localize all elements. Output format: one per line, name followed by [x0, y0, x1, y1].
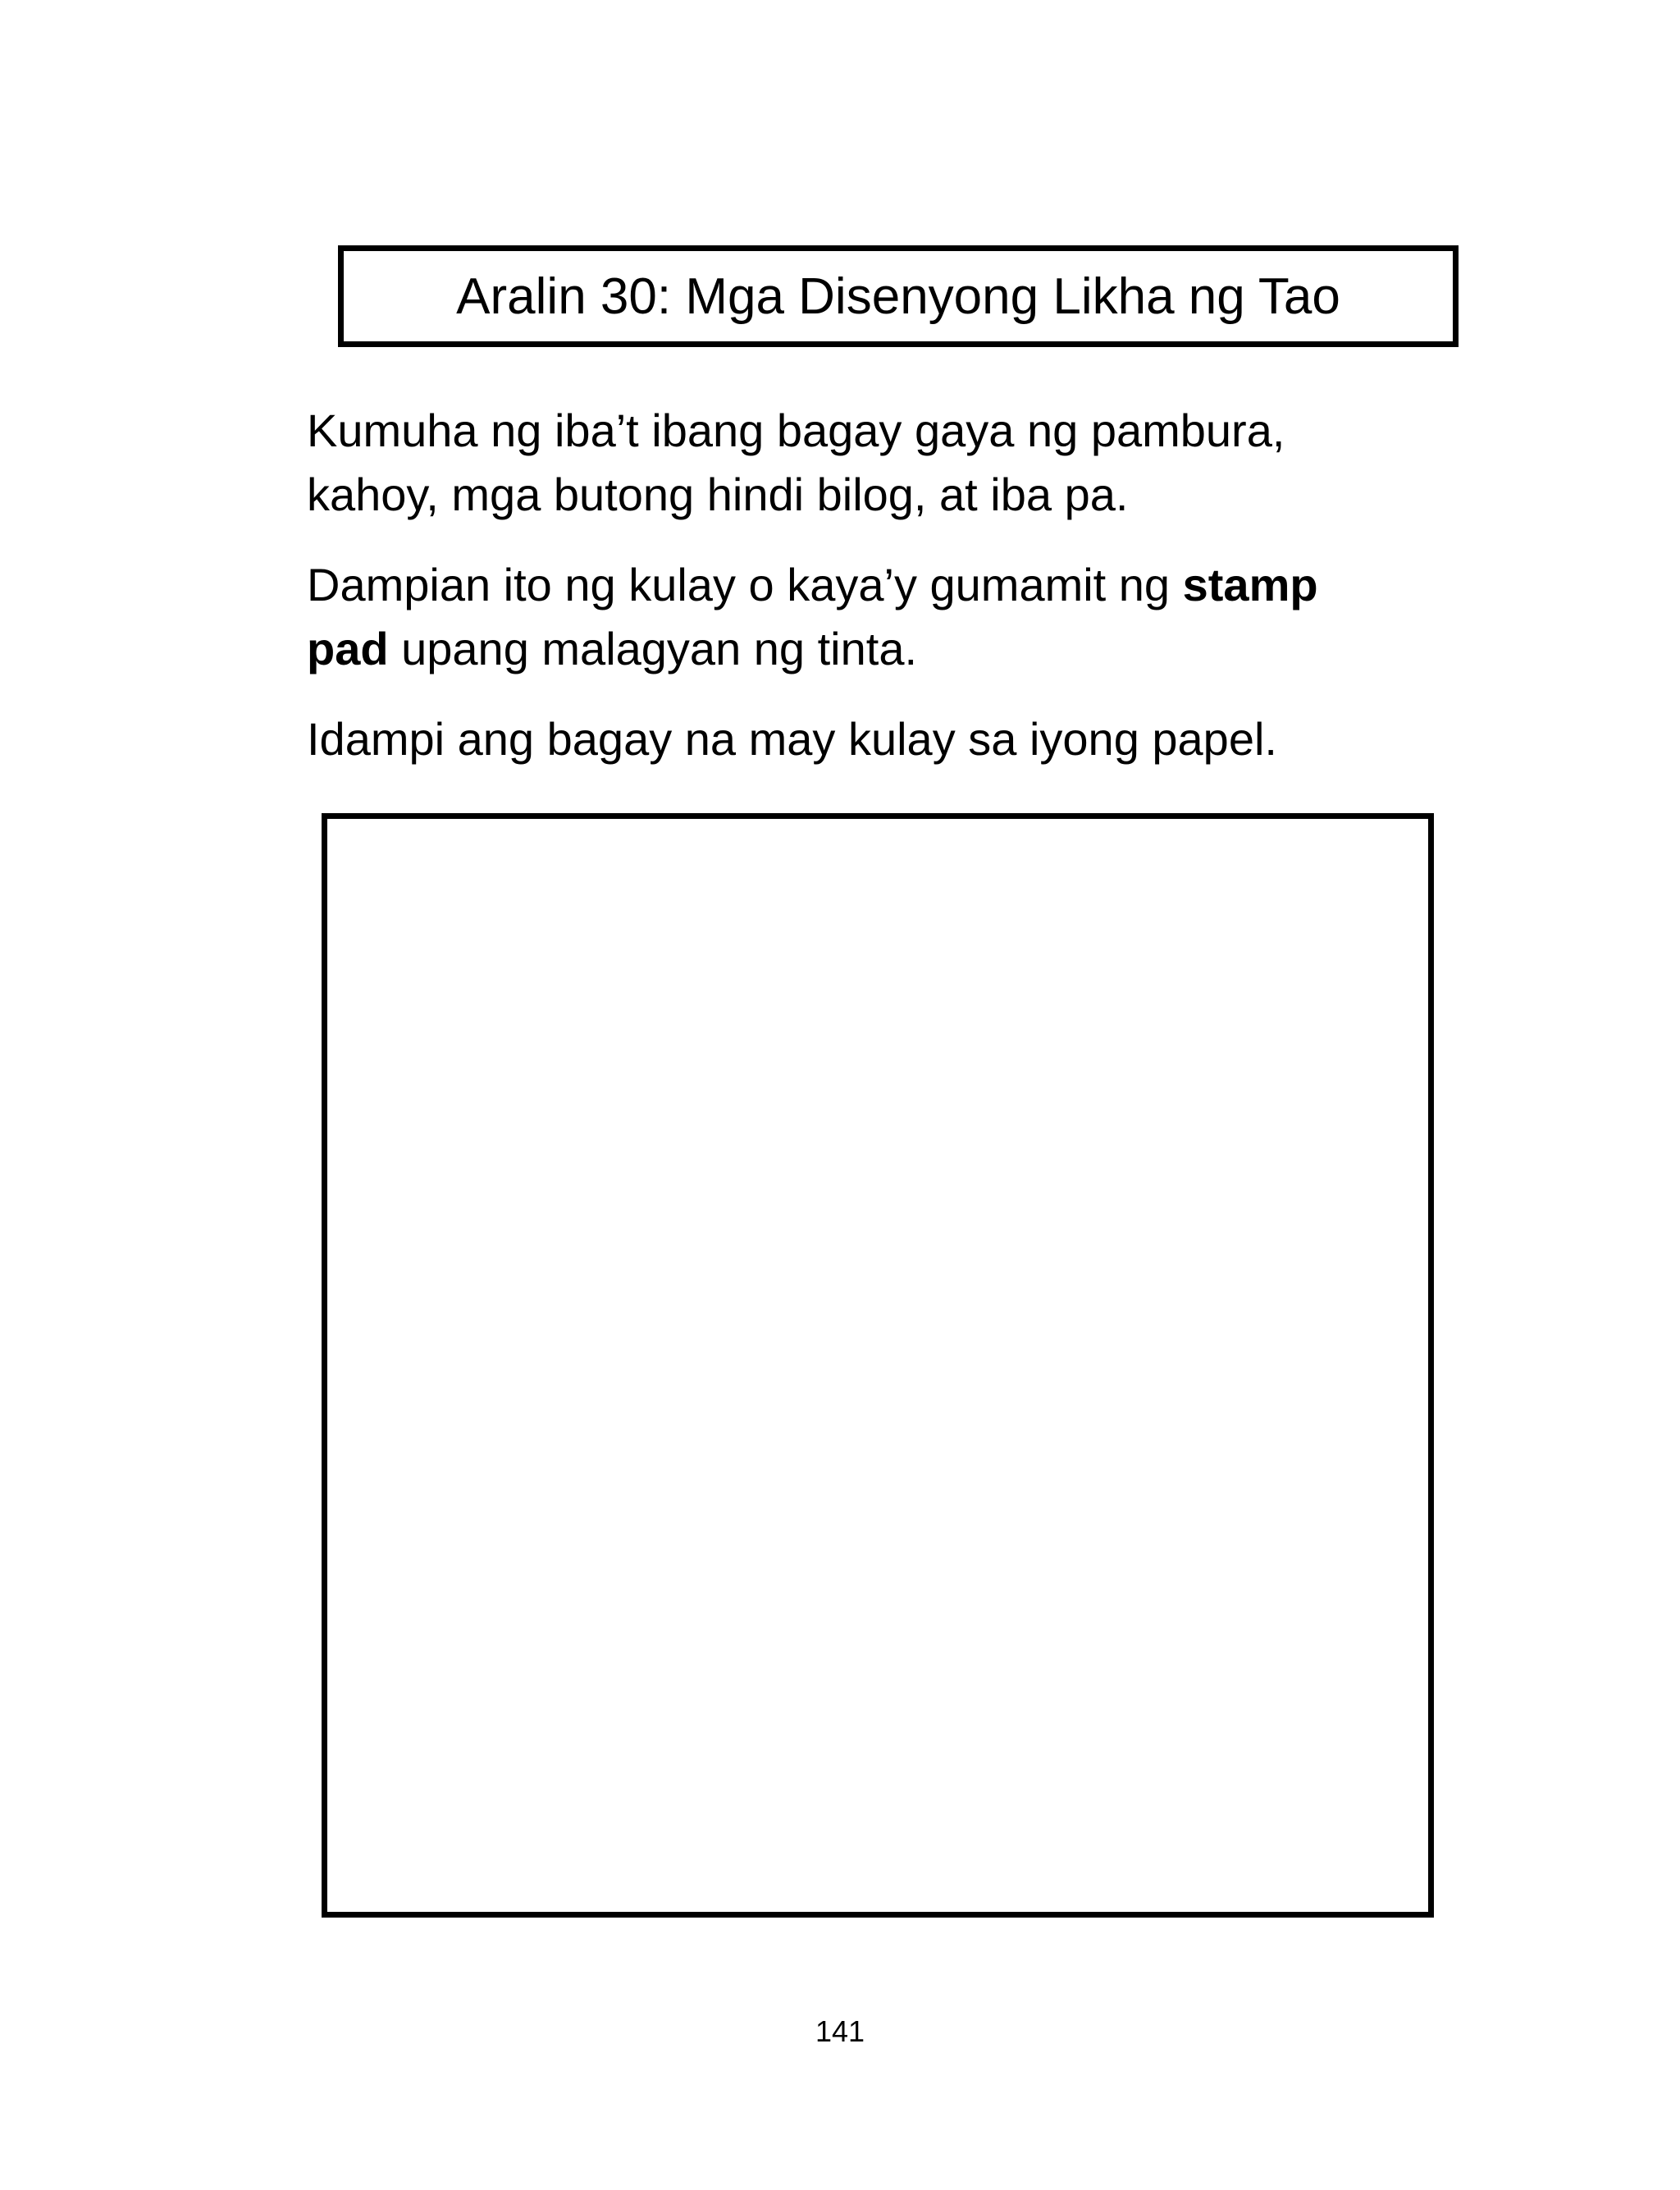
- instruction-2-bold-pad: pad: [307, 623, 389, 674]
- instruction-3-text: Idampi ang bagay na may kulay sa iyong papel.: [307, 713, 1277, 765]
- instruction-2-line-1-text: Dampian ito ng kulay o kaya’y gumamit ng: [307, 559, 1183, 610]
- instruction-paragraph-1: [307, 399, 1472, 527]
- instruction-1-line-2: kahoy, mga butong hindi bilog, at iba pa.: [307, 469, 1129, 520]
- page-number: 141: [815, 2014, 865, 2048]
- activity-drawing-box: [322, 813, 1434, 1918]
- instructions: [307, 399, 1472, 798]
- lesson-title: Aralin 30: Mga Disenyong Likha ng Tao: [456, 267, 1340, 325]
- instruction-2-line-2-text: upang malagyan ng tinta.: [388, 623, 918, 674]
- lesson-title-box: [338, 245, 1459, 347]
- instruction-2-bold-stamp: stamp: [1182, 559, 1318, 610]
- instruction-1-line-1: Kumuha ng iba’t ibang bagay gaya ng pambura,: [307, 405, 1285, 456]
- instruction-paragraph-3: [307, 707, 1472, 771]
- instruction-paragraph-2: [307, 553, 1472, 681]
